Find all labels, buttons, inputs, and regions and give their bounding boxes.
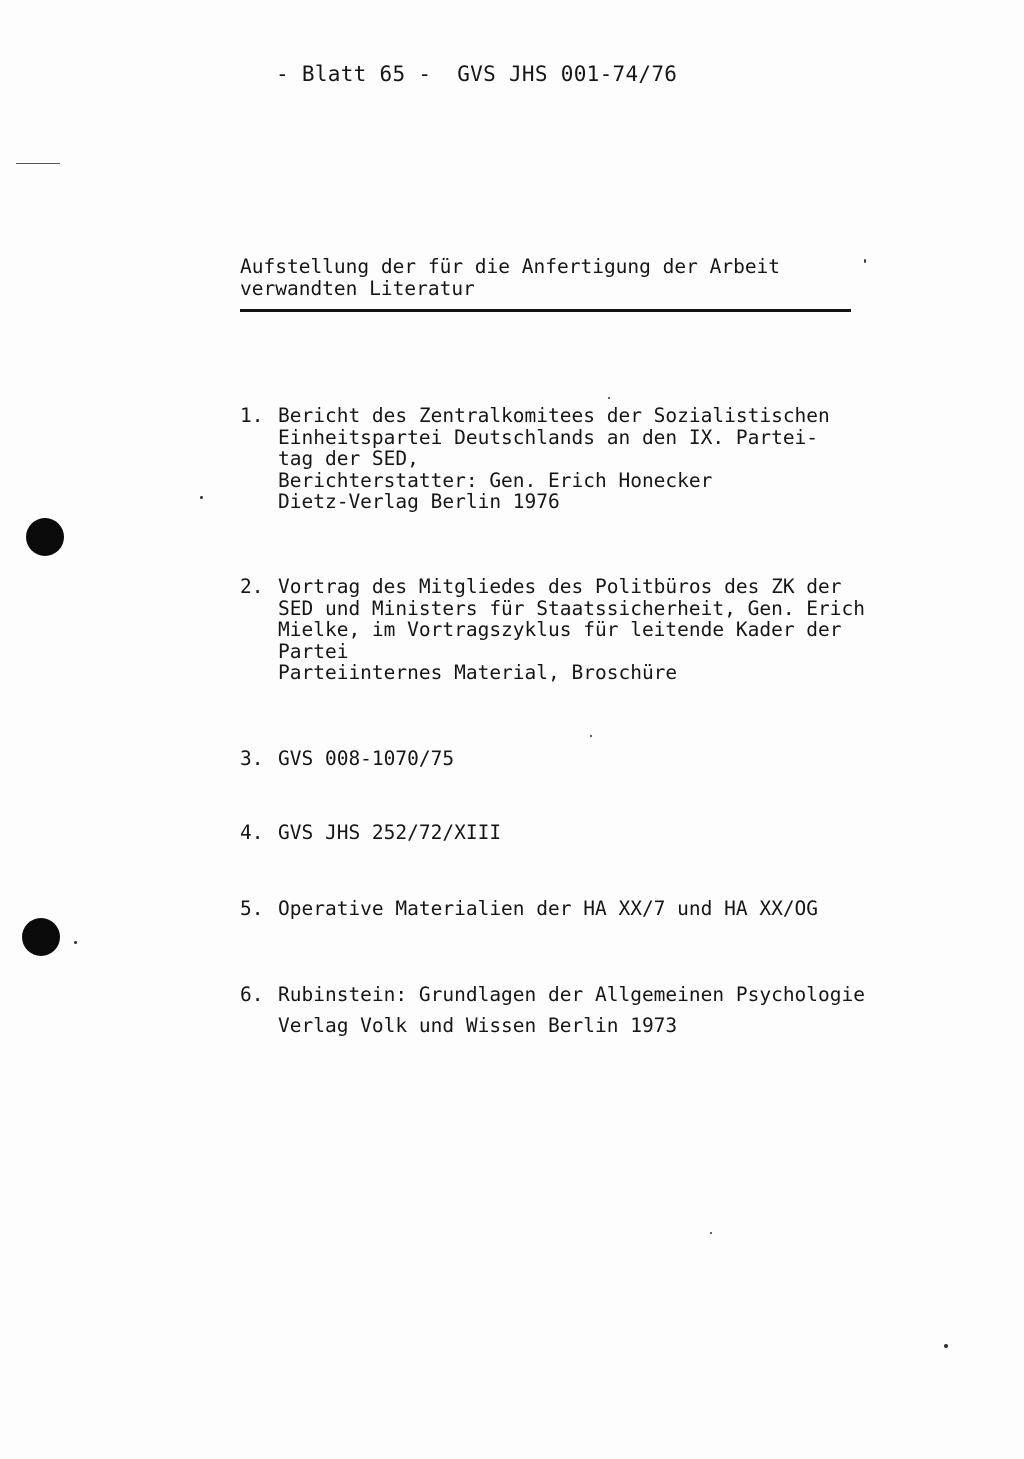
entry-line: Rubinstein: Grundlagen der Allgemeinen Psychologie <box>278 983 865 1006</box>
entry-line: Vortrag des Mitgliedes des Politbüros des ZK der <box>278 575 842 598</box>
entry-number: 2. <box>240 575 264 598</box>
entry-line: Mielke, im Vortragszyklus für leitende Kader der <box>278 618 842 641</box>
entry-line: Einheitspartei Deutschlands an den IX. Partei- <box>278 425 819 449</box>
entry-line: GVS JHS 252/72/XIII <box>278 821 502 844</box>
title-underline <box>240 309 851 312</box>
scan-speck <box>608 397 610 399</box>
entry-number: 4. <box>240 821 264 844</box>
entry-line: GVS 008-1070/75 <box>278 747 455 770</box>
entry-number: 5. <box>240 897 264 920</box>
page-header: - Blatt 65 - GVS JHS 001-74/76 <box>276 62 678 86</box>
entry-line: Operative Materialien der HA XX/7 und HA XX/OG <box>278 897 819 920</box>
punch-hole <box>22 918 60 956</box>
entry-text <box>278 405 938 513</box>
entry-line: tag der SED, <box>278 447 419 470</box>
entry-number: 6. <box>240 983 264 1006</box>
entry-text <box>278 898 938 920</box>
entry-line: SED und Ministers für Staatssicherheit, Gen. Erich <box>278 596 865 620</box>
entry-line: Parteiinternes Material, Broschüre <box>278 661 678 684</box>
title-line: verwandten Literatur <box>240 277 475 300</box>
entry-number: 1. <box>240 404 264 427</box>
entry-line: Partei <box>278 639 349 663</box>
scan-speck <box>864 259 866 263</box>
entry-number: 3. <box>240 747 264 770</box>
punch-hole <box>26 518 64 556</box>
scan-speck <box>710 1232 712 1234</box>
title-line: Aufstellung der für die Anfertigung der Arbeit <box>240 255 781 278</box>
entry-line: Verlag Volk und Wissen Berlin 1973 <box>278 1014 678 1037</box>
entry-text <box>278 748 938 770</box>
entry-line: Dietz-Verlag Berlin 1976 <box>278 490 560 513</box>
entry-text <box>278 822 938 844</box>
scan-speck <box>74 941 77 944</box>
entry-line: Bericht des Zentralkomitees der Sozialistischen <box>278 404 830 427</box>
entry-text <box>278 576 938 684</box>
scan-speck <box>590 735 592 737</box>
entry-line: Berichterstatter: Gen. Erich Honecker <box>278 468 713 492</box>
margin-mark <box>16 163 60 164</box>
scan-speck <box>944 1344 948 1348</box>
bibliography-title <box>240 256 852 300</box>
entry-text <box>278 979 938 1041</box>
scan-speck <box>200 496 203 499</box>
